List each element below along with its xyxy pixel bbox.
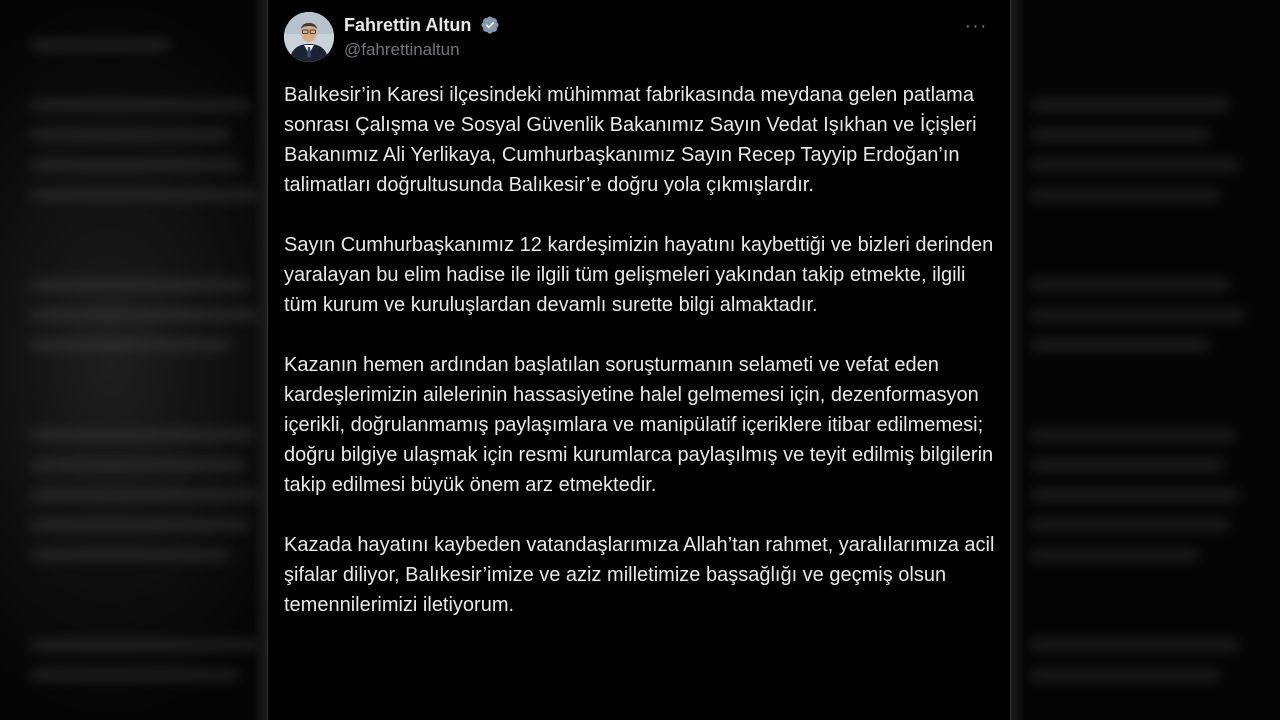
tweet-paragraph: Balıkesir’in Karesi ilçesindeki mühimmat fabrikasında meydana gelen patlama sonrası Çalışma ve Sosyal Güvenlik Bakanımız Sayın Vedat Işıkhan ve İçişleri Bakanımız Ali Yerlikaya, Cumhurbaşkanımız Sayın Recep Tayyip Erdoğan’ın talimatları doğrultusunda Balıkesir’e doğru yola çıkmışlardır. — [284, 84, 977, 196]
tweet-card — [267, 0, 1011, 720]
more-horizontal-icon[interactable]: ··· — [964, 15, 988, 37]
tweet-paragraph: Kazanın hemen ardından başlatılan soruşturmanın selameti ve vefat eden kardeşlerimizin ailelerinin hassasiyetine halel gelmemesi için, dezenformasyon içerikli, doğrulanmamış paylaşımlara ve manipülatif içeriklere itibar edilmemesi; doğru bilgiye ulaşmak için resmi kurumlarca paylaşılmış ve teyit edilmiş bilgilerin takip edilmesi büyük önem arz etmektedir. — [284, 354, 994, 496]
tweet-header — [284, 12, 994, 66]
card-edge-shadow-left — [253, 0, 267, 720]
avatar[interactable] — [284, 12, 334, 62]
author-block — [344, 14, 500, 61]
verified-badge-icon — [480, 15, 500, 35]
card-edge-shadow-right — [1011, 0, 1025, 720]
tweet-paragraph: Kazada hayatını kaybeden vatandaşlarımıza Allah’tan rahmet, yaralılarımıza acil şifalar diliyor, Balıkesir’imize ve aziz milletimize başsağlığı ve geçmiş olsun temennilerimizi iletiyorum. — [284, 534, 995, 616]
author-handle[interactable]: @fahrettinaltun — [344, 40, 460, 59]
tweet-paragraph: Sayın Cumhurbaşkanımız 12 kardeşimizin hayatını kaybettiği ve bizleri derinden yaralayan bu elim hadise ile ilgili tüm gelişmeleri yakından takip etmekte, ilgili tüm kurum ve kuruluşlardan devamlı surette bilgi almaktadır. — [284, 234, 994, 316]
blurred-background-left — [10, 0, 260, 720]
tweet-text — [284, 80, 1004, 650]
avatar-portrait-icon — [284, 12, 334, 62]
display-name[interactable]: Fahrettin Altun — [344, 15, 472, 35]
blurred-background-right — [1020, 0, 1270, 720]
